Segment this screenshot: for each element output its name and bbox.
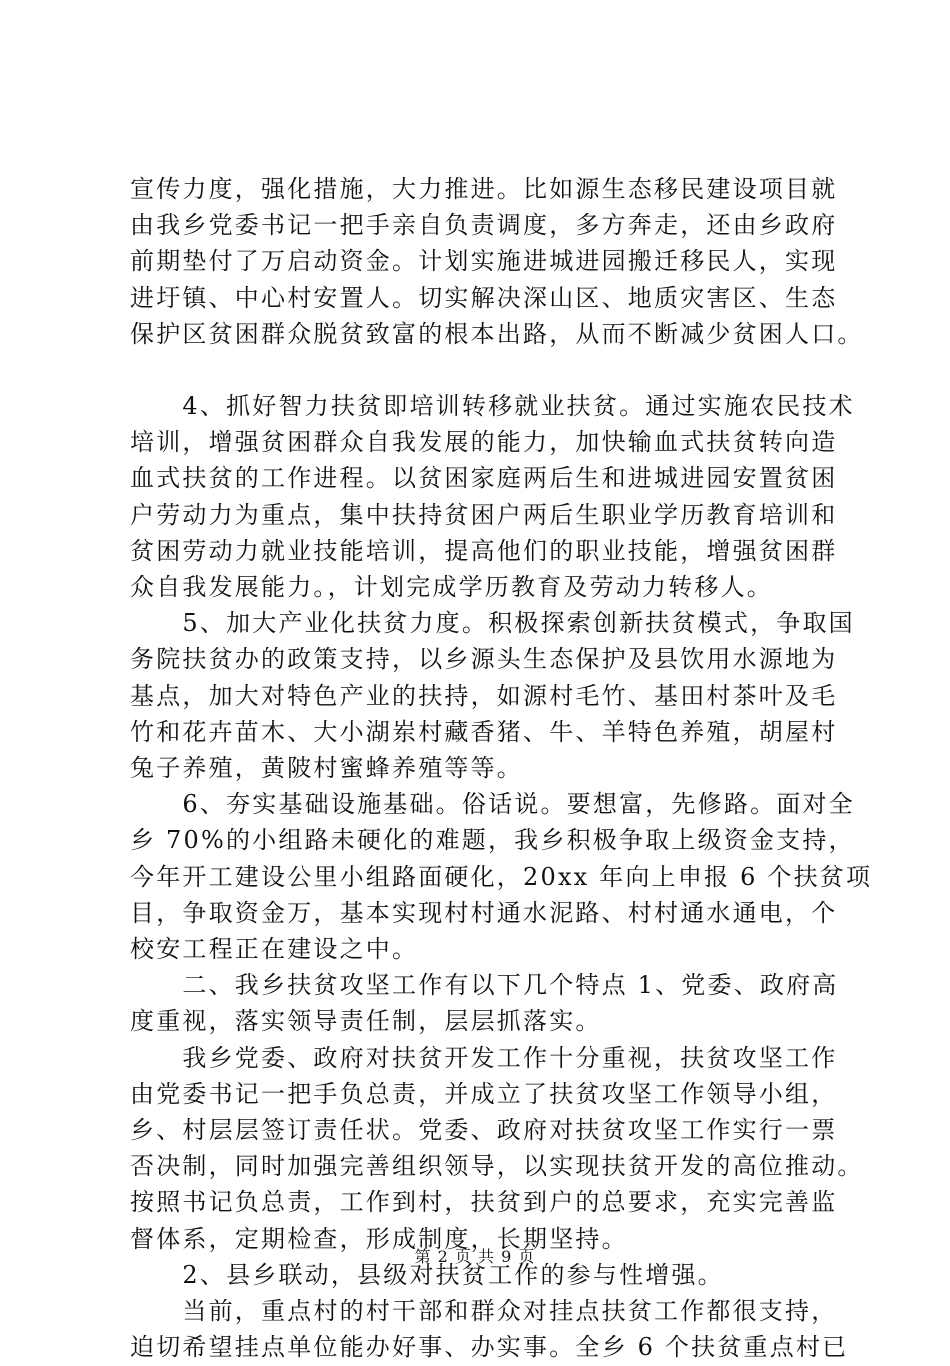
paragraph-industrial-poverty-relief — [130, 605, 855, 786]
text-line: 乡 70%的小组路未硬化的难题，我乡积极争取上级资金支持， — [130, 826, 855, 855]
page-footer — [0, 1244, 950, 1267]
paragraph-ecological-migration — [130, 171, 864, 352]
text-line: 4、抓好智力扶贫即培训转移就业扶贫。通过实施农民技术 — [130, 392, 855, 421]
text-line: 户劳动力为重点，集中扶持贫困户两后生职业学历教育培训和 — [130, 500, 838, 529]
paragraph-infrastructure — [130, 786, 873, 967]
text-line: 由党委书记一把手负总责，并成立了扶贫攻坚工作领导小组， — [130, 1079, 838, 1108]
text-line: 保护区贫困群众脱贫致富的根本出路，从而不断减少贫困人口。 — [130, 319, 864, 348]
text-line: 众自我发展能力。，计划完成学历教育及劳动力转移人。 — [130, 573, 773, 602]
document-body — [130, 171, 873, 1366]
text-line: 务院扶贫办的政策支持，以乡源头生态保护及县饮用水源地为 — [130, 645, 838, 674]
paragraph-key-villages — [130, 1293, 850, 1365]
text-line: 前期垫付了万启动资金。计划实施进城进园搬迁移民人，实现 — [130, 247, 838, 276]
text-line: 二、我乡扶贫攻坚工作有以下几个特点 1、党委、政府高 — [130, 971, 839, 1000]
text-line: 贫困劳动力就业技能培训，提高他们的职业技能，增强贫困群 — [130, 536, 838, 565]
text-line: 兔子养殖，黄陂村蜜蜂养殖等等。 — [130, 754, 523, 783]
paragraph-section-two-heading — [130, 967, 850, 1039]
text-line: 当前，重点村的村干部和群众对挂点扶贫工作都很支持， — [130, 1297, 838, 1326]
text-line: 按照书记负总责，工作到村，扶贫到户的总要求，充实完善监 — [130, 1188, 838, 1217]
text-line: 度重视，落实领导责任制，层层抓落实。 — [130, 1007, 602, 1036]
paragraph-party-committee-attention — [130, 1040, 864, 1257]
text-line: 血式扶贫的工作进程。以贫困家庭两后生和进城进园安置贫困 — [130, 464, 838, 493]
paragraph-intellectual-poverty-relief — [130, 388, 855, 605]
text-line: 督体系，定期检查，形成制度，长期坚持。 — [130, 1224, 628, 1253]
text-line: 目，争取资金万，基本实现村村通水泥路、村村通水通电，个 — [130, 898, 838, 927]
text-line: 宣传力度，强化措施，大力推进。比如源生态移民建设项目就 — [130, 175, 838, 203]
text-line: 竹和花卉苗木、大小湖岽村藏香猪、牛、羊特色养殖，胡屋村 — [130, 717, 838, 746]
text-line: 由我乡党委书记一把手亲自负责调度，多方奔走，还由乡政府 — [130, 211, 838, 240]
text-line: 6、夯实基础设施基础。俗话说。要想富，先修路。面对全 — [130, 790, 855, 819]
paragraph-gap — [130, 352, 850, 388]
text-line: 我乡党委、政府对扶贫开发工作十分重视，扶贫攻坚工作 — [130, 1043, 838, 1072]
text-line: 5、加大产业化扶贫力度。积极探索创新扶贫模式，争取国 — [130, 609, 855, 638]
text-line: 今年开工建设公里小组路面硬化，20xx 年向上申报 6 个扶贫项 — [130, 862, 873, 891]
text-line: 2、县乡联动，县级对扶贫工作的参与性增强。 — [130, 1260, 724, 1289]
text-line: 进圩镇、中心村安置人。切实解决深山区、地质灾害区、生态 — [130, 283, 838, 312]
text-line: 乡、村层层签订责任状。党委、政府对扶贫攻坚工作实行一票 — [130, 1116, 838, 1145]
text-line: 迫切希望挂点单位能办好事、办实事。全乡 6 个扶贫重点村已 — [130, 1333, 849, 1362]
text-line: 基点，加大对特色产业的扶持，如源村毛竹、基田村茶叶及毛 — [130, 681, 838, 710]
page-number-label: 第 2 页 共 9 页 — [414, 1247, 536, 1266]
text-line: 培训，增强贫困群众自我发展的能力，加快输血式扶贫转向造 — [130, 428, 838, 457]
text-line: 否决制，同时加强完善组织领导，以实现扶贫开发的高位推动。 — [130, 1152, 864, 1181]
text-line: 校安工程正在建设之中。 — [130, 935, 419, 964]
